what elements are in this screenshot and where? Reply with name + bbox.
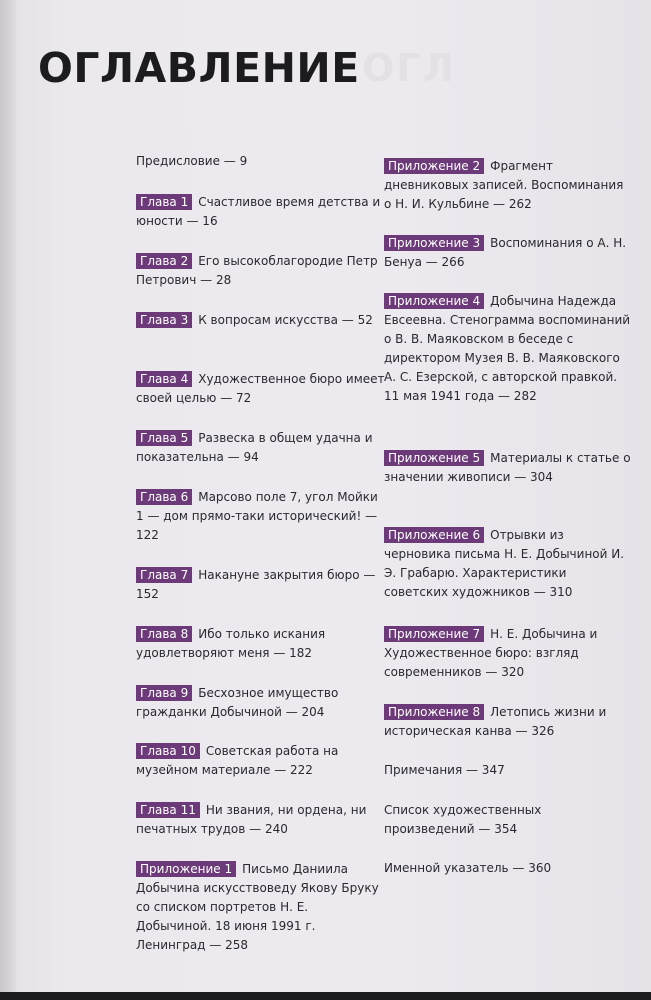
toc-entry-chapter-7 bbox=[136, 566, 386, 604]
appendix-tag: Приложение 4 bbox=[384, 293, 484, 309]
entry-text: Развеска в общем удачна и показательна — 94 bbox=[136, 431, 373, 464]
entry-text: Накануне закрытия бюро — 152 bbox=[136, 568, 376, 601]
entry-text: Добычина Надежда Евсеевна. Стенограмма воспоминаний о В. В. Маяковском в беседе с директором Музея В. В. Маяковского А. С. Езерской, с авторской правкой. 11 мая 1941 года — 282 bbox=[384, 294, 631, 403]
toc-entry-chapter-9 bbox=[136, 684, 386, 722]
entry-text: Советская работа на музейном материале — 222 bbox=[136, 744, 339, 777]
chapter-tag: Глава 7 bbox=[136, 567, 192, 583]
appendix-tag: Приложение 8 bbox=[384, 704, 484, 720]
entry-text: Художественное бюро имеет своей целью — 72 bbox=[136, 372, 385, 405]
toc-entry-chapter-2 bbox=[136, 252, 386, 290]
page-bottom-edge bbox=[0, 992, 651, 1000]
chapter-tag: Глава 6 bbox=[136, 489, 192, 505]
entry-text: Отрывки из черновика письма Н. Е. Добычиной И. Э. Грабарю. Характеристики советских художников — 310 bbox=[384, 528, 625, 599]
entry-text: Фрагмент дневниковых записей. Воспоминания о Н. И. Кульбине — 262 bbox=[384, 159, 624, 211]
appendix-tag: Приложение 7 bbox=[384, 626, 484, 642]
chapter-tag: Глава 4 bbox=[136, 371, 192, 387]
page-spine bbox=[0, 0, 16, 1000]
toc-entry-appendix-6 bbox=[384, 526, 634, 602]
entry-text: Его высокоблагородие Петр Петрович — 28 bbox=[136, 254, 378, 287]
toc-entry-notes bbox=[384, 761, 634, 780]
toc-entry-chapter-5 bbox=[136, 429, 386, 467]
toc-entry-chapter-1 bbox=[136, 193, 386, 231]
appendix-tag: Приложение 3 bbox=[384, 235, 484, 251]
toc-entry-chapter-11 bbox=[136, 801, 386, 839]
toc-entry-appendix-4 bbox=[384, 292, 634, 406]
appendix-tag: Приложение 1 bbox=[136, 861, 236, 877]
toc-entry-chapter-3 bbox=[136, 311, 386, 330]
toc-entry-appendix-2 bbox=[384, 157, 634, 214]
chapter-tag: Глава 11 bbox=[136, 802, 200, 818]
chapter-tag: Глава 10 bbox=[136, 743, 200, 759]
appendix-tag: Приложение 5 bbox=[384, 450, 484, 466]
entry-text: Ибо только искания удовлетворяют меня — 182 bbox=[136, 627, 326, 660]
chapter-tag: Глава 2 bbox=[136, 253, 192, 269]
chapter-tag: Глава 9 bbox=[136, 685, 192, 701]
toc-entry-appendix-1 bbox=[136, 860, 386, 955]
toc-entry-chapter-10 bbox=[136, 742, 386, 780]
bleed-through-text: ОГЛ bbox=[362, 46, 457, 90]
entry-text: Примечания — 347 bbox=[384, 763, 505, 777]
toc-entry-chapter-8 bbox=[136, 625, 386, 663]
toc-entry-appendix-5 bbox=[384, 449, 634, 487]
toc-entry-preface bbox=[136, 152, 386, 171]
entry-text: Именной указатель — 360 bbox=[384, 861, 552, 875]
entry-text: Н. Е. Добычина и Художественное бюро: взгляд современников — 320 bbox=[384, 627, 598, 679]
entry-text: Бесхозное имущество гражданки Добычиной — 204 bbox=[136, 686, 339, 719]
chapter-tag: Глава 3 bbox=[136, 312, 192, 328]
entry-text: Предисловие — 9 bbox=[136, 154, 248, 168]
entry-text: К вопросам искусства — 52 bbox=[198, 313, 373, 327]
page-title: ОГЛАВЛЕНИЕ bbox=[38, 44, 360, 92]
appendix-tag: Приложение 6 bbox=[384, 527, 484, 543]
toc-entry-appendix-8 bbox=[384, 703, 634, 741]
entry-text: Ни звания, ни ордена, ни печатных трудов — 240 bbox=[136, 803, 367, 836]
toc-entry-artworks-list bbox=[384, 801, 634, 839]
entry-text: Материалы к статье о значении живописи — 304 bbox=[384, 451, 631, 484]
chapter-tag: Глава 8 bbox=[136, 626, 192, 642]
appendix-tag: Приложение 2 bbox=[384, 158, 484, 174]
toc-entry-name-index bbox=[384, 859, 634, 878]
entry-text: Воспоминания о А. Н. Бенуа — 266 bbox=[384, 236, 627, 269]
entry-text: Письмо Даниила Добычина искусствоведу Якову Бруку со списком портретов Н. Е. Добычиной. 18 июня 1991 г. Ленинград — 258 bbox=[136, 862, 379, 952]
entry-text: Марсово поле 7, угол Мойки 1 — дом прямо-таки исторический! — 122 bbox=[136, 490, 378, 542]
entry-text: Летопись жизни и историческая канва — 326 bbox=[384, 705, 607, 738]
entry-text: Счастливое время детства и юности — 16 bbox=[136, 195, 381, 228]
toc-entry-appendix-3 bbox=[384, 234, 634, 272]
toc-entry-appendix-7 bbox=[384, 625, 634, 682]
chapter-tag: Глава 5 bbox=[136, 430, 192, 446]
chapter-tag: Глава 1 bbox=[136, 194, 192, 210]
toc-entry-chapter-4 bbox=[136, 370, 386, 408]
toc-entry-chapter-6 bbox=[136, 488, 386, 545]
entry-text: Список художественных произведений — 354 bbox=[384, 803, 542, 836]
